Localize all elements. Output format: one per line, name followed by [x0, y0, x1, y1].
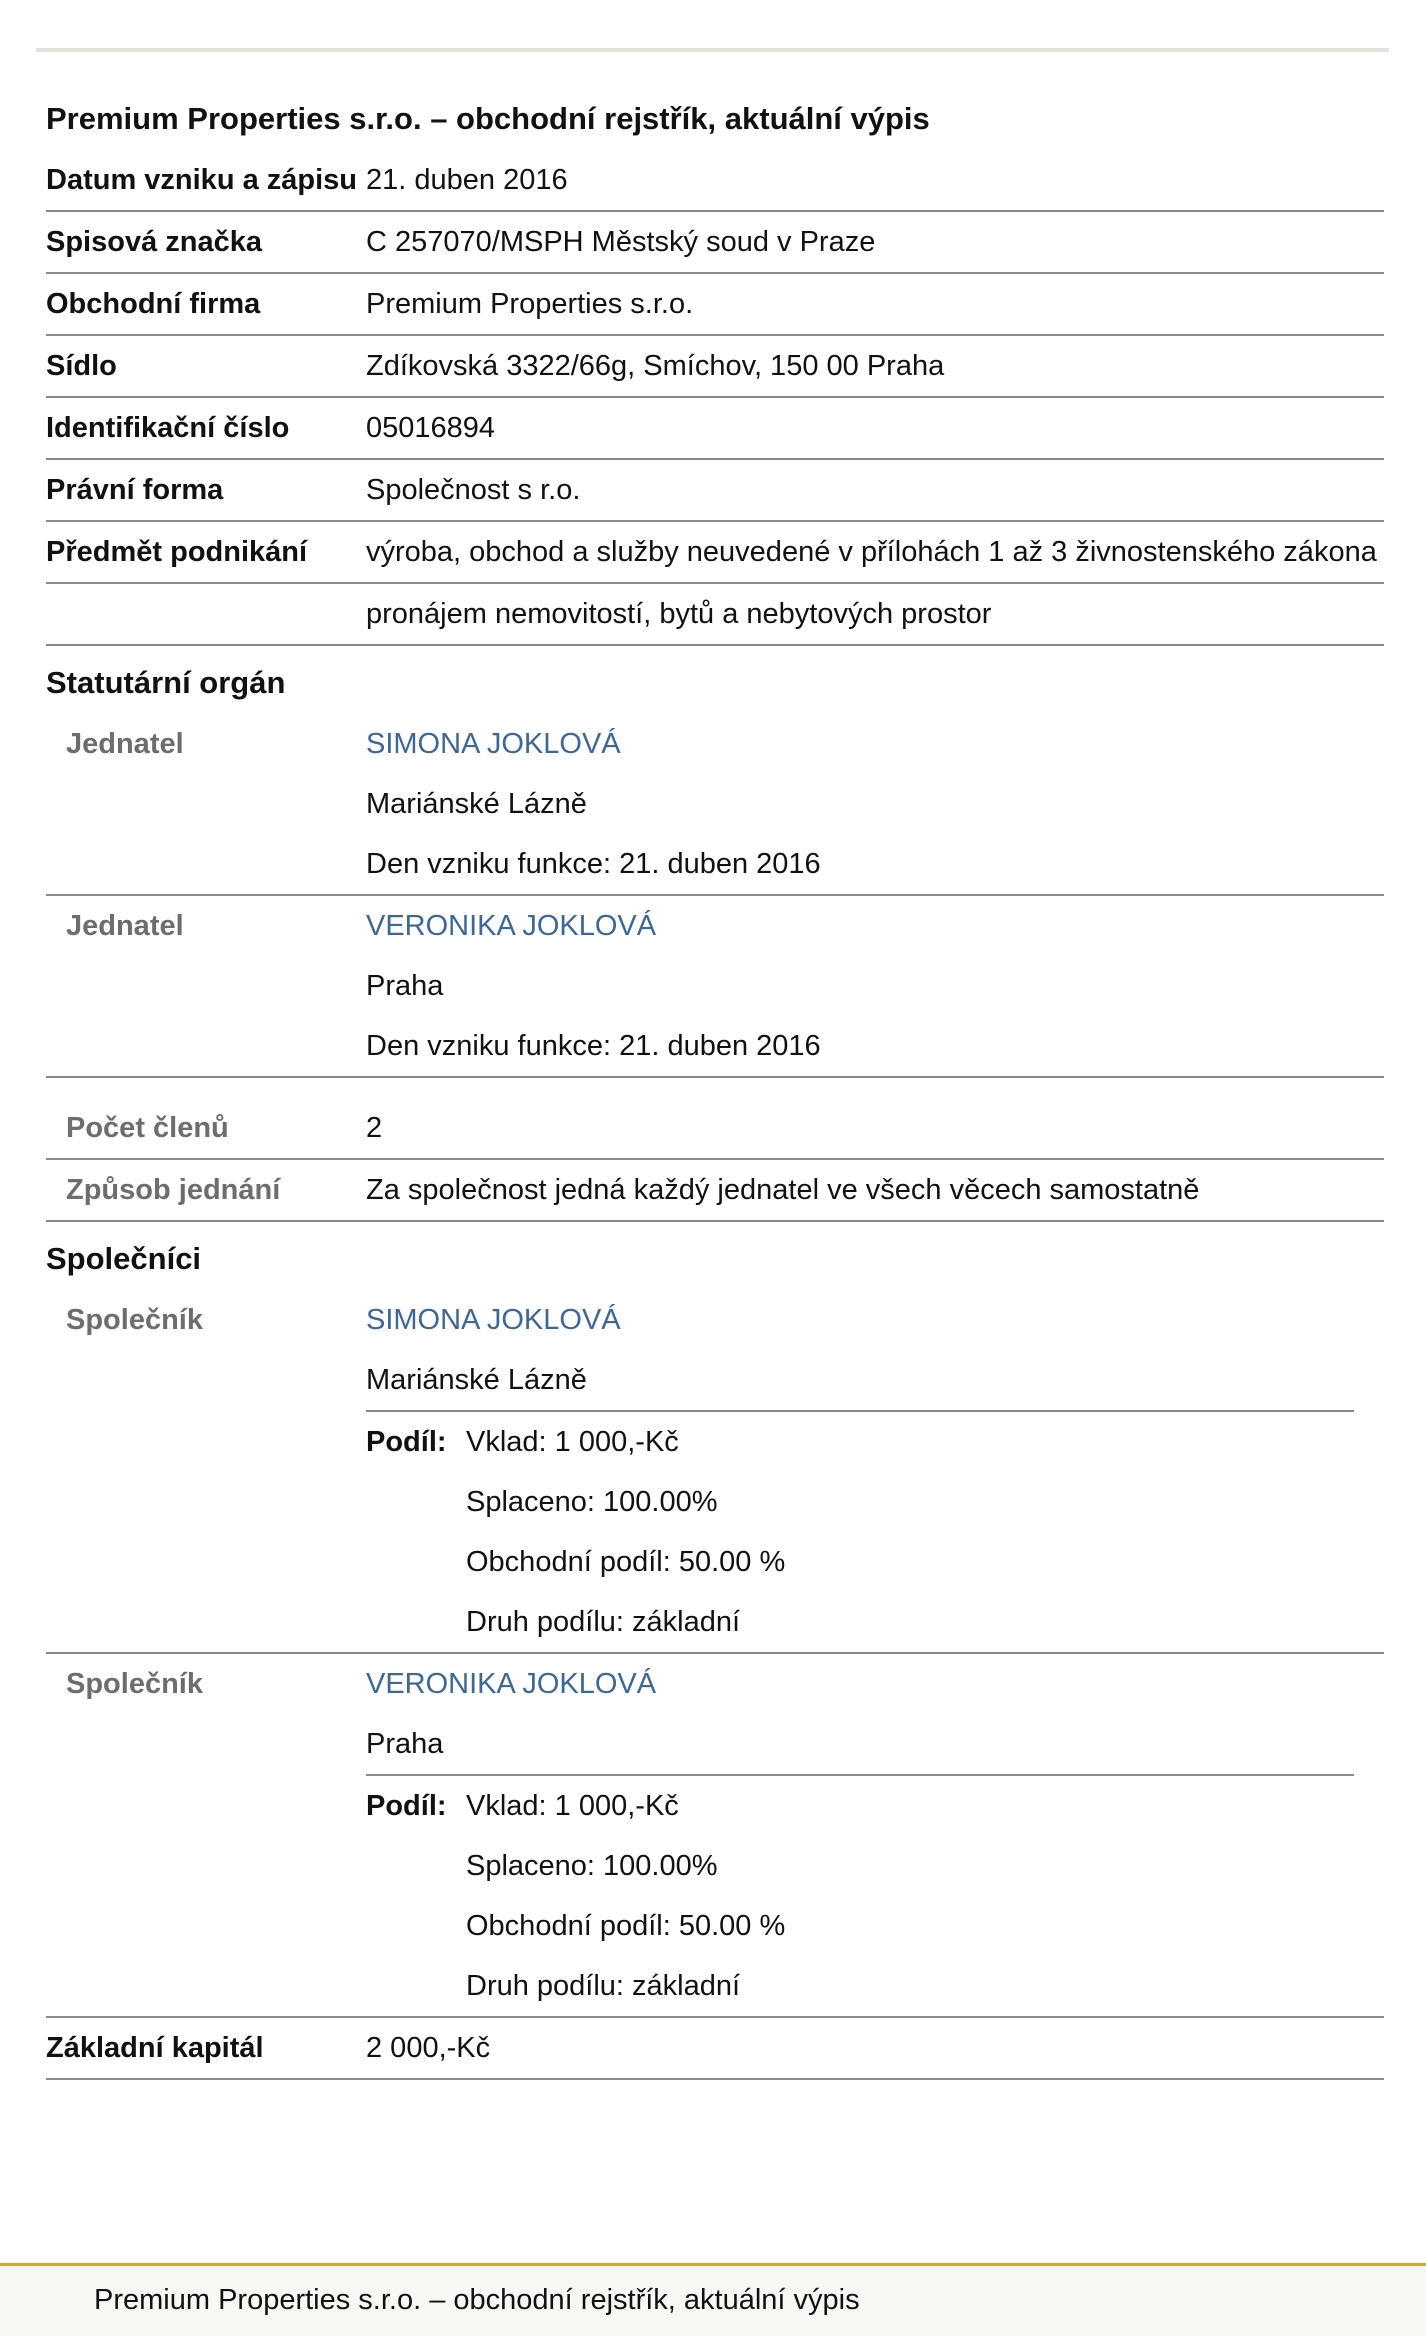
share-block	[366, 1774, 1354, 2016]
row-label: Spisová značka	[46, 226, 262, 258]
share-kind: Druh podílu: základní	[466, 1970, 741, 2002]
row-label: Předmět podnikání	[46, 536, 308, 568]
share-label: Podíl:	[366, 1790, 447, 1822]
share-deposit: Vklad: 1 000,-Kč	[466, 1790, 679, 1822]
section-heading-partners: Společníci	[46, 1241, 202, 1276]
row-value: Zdíkovská 3322/66g, Smíchov, 150 00 Praha	[366, 350, 945, 382]
share-percentage: Obchodní podíl: 50.00 %	[466, 1910, 786, 1942]
member-role: Jednatel	[66, 910, 184, 942]
share-paid: Splaceno: 100.00%	[466, 1486, 718, 1518]
row-value: 05016894	[366, 412, 496, 444]
row-business-activity	[46, 522, 1384, 584]
member-name-link[interactable]: SIMONA JOKLOVÁ	[366, 728, 621, 760]
row-value: 21. duben 2016	[366, 164, 568, 196]
partner	[46, 1290, 1384, 1654]
row-value: C 257070/MSPH Městský soud v Praze	[366, 226, 876, 258]
footer-title: Premium Properties s.r.o. – obchodní rejstřík, aktuální výpis	[94, 2284, 860, 2316]
statutory-member	[46, 714, 1384, 896]
member-role: Jednatel	[66, 728, 184, 760]
statutory-member	[46, 896, 1384, 1078]
share-deposit: Vklad: 1 000,-Kč	[466, 1426, 679, 1458]
member-city: Mariánské Lázně	[366, 788, 587, 820]
member-since: Den vzniku funkce: 21. duben 2016	[366, 1030, 821, 1062]
partner-city: Mariánské Lázně	[366, 1364, 587, 1396]
row-value: pronájem nemovitostí, bytů a nebytových prostor	[366, 598, 992, 630]
content-card	[36, 48, 1389, 52]
footer	[0, 2263, 1426, 2336]
row-label: Identifikační číslo	[46, 412, 290, 444]
section-heading-statutory: Statutární orgán	[46, 665, 286, 700]
partner-name-link[interactable]: VERONIKA JOKLOVÁ	[366, 1668, 657, 1700]
row-business-activity-2	[46, 584, 1384, 646]
partner-role: Společník	[66, 1668, 203, 1700]
partner-role: Společník	[66, 1304, 203, 1336]
row-value: Za společnost jedná každý jednatel ve všech věcech samostatně	[366, 1174, 1200, 1206]
share-paid: Splaceno: 100.00%	[466, 1850, 718, 1882]
row-date	[46, 150, 1384, 212]
row-id-number	[46, 398, 1384, 460]
partner-name-link[interactable]: SIMONA JOKLOVÁ	[366, 1304, 621, 1336]
row-value: 2 000,-Kč	[366, 2032, 491, 2064]
register-extract	[46, 88, 1384, 2080]
share-percentage: Obchodní podíl: 50.00 %	[466, 1546, 786, 1578]
share-label: Podíl:	[366, 1426, 447, 1458]
row-label: Obchodní firma	[46, 288, 261, 320]
row-value: výroba, obchod a služby neuvedené v přílohách 1 až 3 živnostenského zákona	[366, 536, 1377, 568]
member-name-link[interactable]: VERONIKA JOKLOVÁ	[366, 910, 657, 942]
partner	[46, 1654, 1384, 2018]
row-value: Premium Properties s.r.o.	[366, 288, 694, 320]
partner-city: Praha	[366, 1728, 444, 1760]
row-label: Sídlo	[46, 350, 117, 382]
row-value: Společnost s r.o.	[366, 474, 581, 506]
row-value: 2	[366, 1112, 383, 1144]
share-kind: Druh podílu: základní	[466, 1606, 741, 1638]
row-label: Právní forma	[46, 474, 224, 506]
row-label: Základní kapitál	[46, 2032, 264, 2064]
row-address	[46, 336, 1384, 398]
row-capital	[46, 2018, 1384, 2080]
row-acting-method	[46, 1160, 1384, 1222]
row-label: Způsob jednání	[66, 1174, 281, 1206]
row-company-name	[46, 274, 1384, 336]
row-label: Datum vzniku a zápisu	[46, 164, 358, 196]
member-since: Den vzniku funkce: 21. duben 2016	[366, 848, 821, 880]
row-label: Počet členů	[66, 1112, 229, 1144]
row-label	[46, 584, 366, 644]
row-legal-form	[46, 460, 1384, 522]
page-title: Premium Properties s.r.o. – obchodní rejstřík, aktuální výpis	[46, 101, 930, 136]
share-block	[366, 1410, 1354, 1652]
row-member-count	[46, 1098, 1384, 1160]
member-city: Praha	[366, 970, 444, 1002]
row-file-number	[46, 212, 1384, 274]
